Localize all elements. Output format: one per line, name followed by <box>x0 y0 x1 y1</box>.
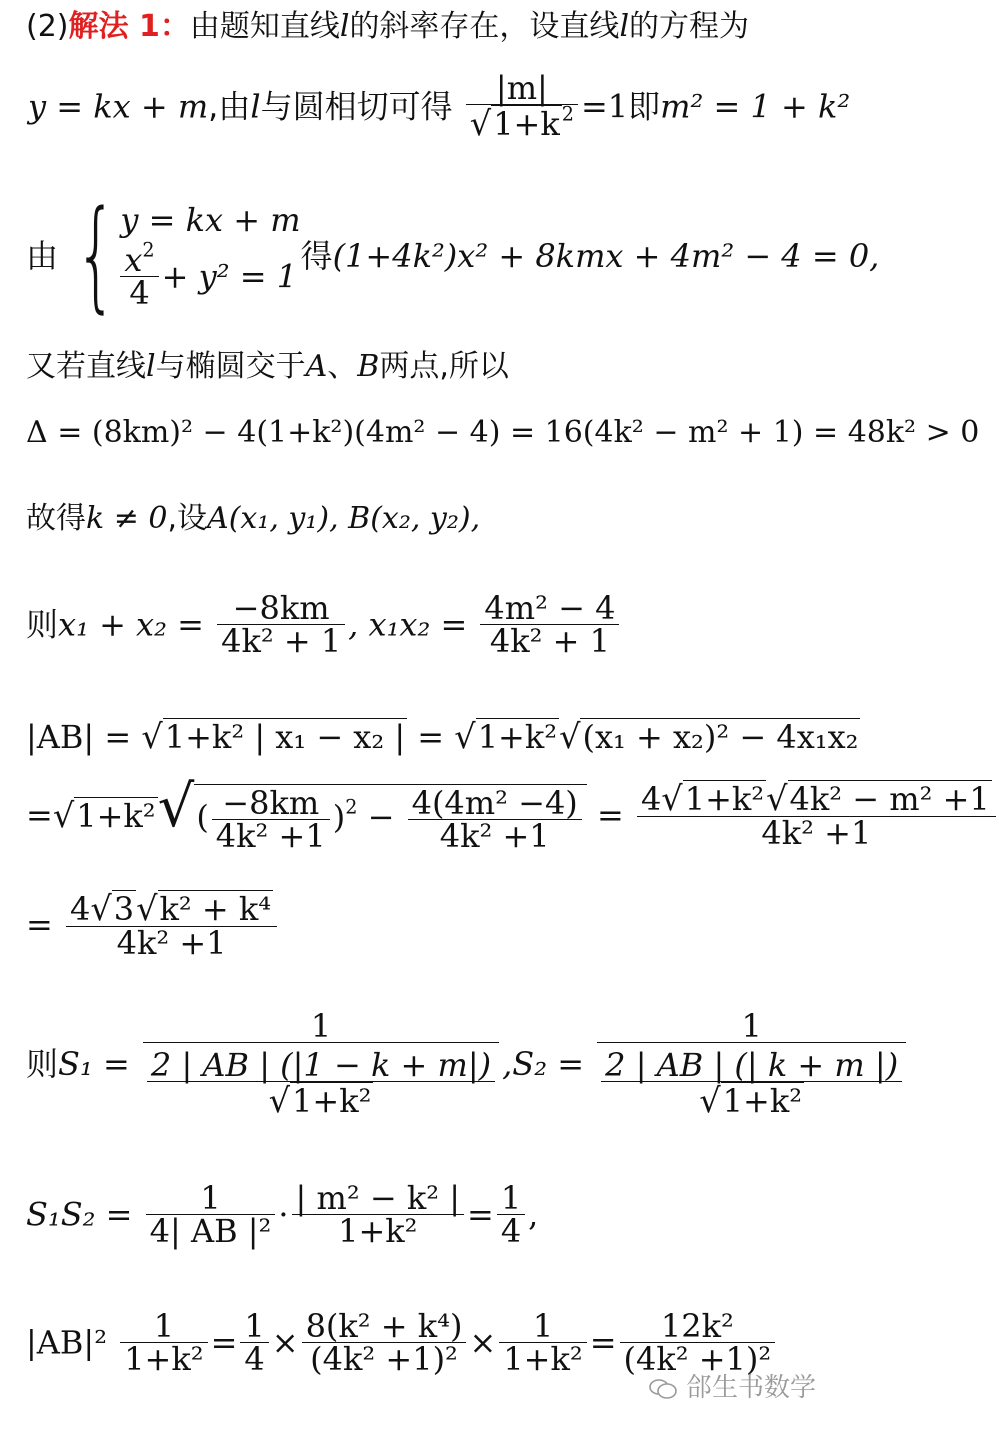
system-line <box>26 186 880 325</box>
numerator: 1 <box>532 1307 554 1345</box>
you: 由 <box>26 237 59 275</box>
ji: 即 <box>628 87 661 126</box>
denominator: 4| AB |² <box>146 1214 276 1247</box>
points-line <box>26 501 481 536</box>
text: 与圆相切可得 <box>260 87 453 126</box>
var-l: l <box>250 87 261 126</box>
denominator: (4k² +1)² <box>620 1342 776 1375</box>
ab-result-fraction: $\frac{\text{4√1+k²√4k² − m² +1}}{\text{4k² +1}}$ <box>637 780 996 849</box>
areas-line <box>26 1007 909 1120</box>
ab-final-fraction: $\frac{\text{4√3√k² + k⁴}}{\text{4k² +1}}$ <box>66 890 277 959</box>
s2-fraction: $\frac{1}{\frac{2 | AB | (| k + m |)}{\text{√1+k²}}}$ <box>597 1010 906 1118</box>
coef: 4 <box>69 890 91 928</box>
ze: 则 <box>26 605 59 644</box>
inner-numerator: 2 | AB | (| k + m |) <box>605 1046 899 1084</box>
text: 又若直线 <box>26 349 146 384</box>
chat-icon <box>648 1378 678 1400</box>
k-nonzero: k ≠ 0 <box>86 501 168 536</box>
fraction <box>499 1307 586 1378</box>
radicand: (x₁ + x₂)² − 4x₁x₂ <box>582 718 859 756</box>
numerator: −8km <box>232 589 330 627</box>
radicand: k² + k⁴ <box>159 890 272 928</box>
s2-lhs: ,S₂ = <box>502 1044 584 1083</box>
system-equations <box>120 200 301 312</box>
equals: = <box>417 718 445 756</box>
watermark <box>648 1375 816 1401</box>
equals: = <box>596 795 624 834</box>
equals: = <box>467 1195 494 1234</box>
radicand: 1+k² <box>477 718 558 756</box>
radicand: 1+k² | x₁ − x₂ | <box>164 718 406 756</box>
numerator: −8km <box>222 783 320 822</box>
denominator: 4k² +1 <box>66 926 277 959</box>
numerator: 1 <box>244 1307 265 1345</box>
fraction <box>120 1307 207 1378</box>
coef: 4 <box>640 780 662 819</box>
equals: = <box>210 1323 238 1362</box>
point-a: A <box>305 349 328 384</box>
equals: = <box>26 795 53 834</box>
system-eq2: $\frac{x^2}{4}$ + y² = 1 <box>120 244 300 309</box>
radicand: 1+k² <box>684 780 765 819</box>
minus: − <box>367 797 395 836</box>
ab-line-2 <box>26 773 999 855</box>
fraction <box>240 1307 268 1378</box>
text: ,设 <box>167 501 208 536</box>
system-eq2-tail: + y² = 1 <box>161 257 298 295</box>
denominator: 1+k² <box>499 1342 586 1375</box>
equals-one: =1 <box>580 87 629 126</box>
numerator: 1 <box>741 1007 762 1045</box>
root: √1+k² | x₁ − x₂ | <box>141 717 406 756</box>
intro-end: 的方程为 <box>629 9 750 44</box>
radicand: 4k² − m² +1 <box>789 780 990 819</box>
numerator: 4m² − 4 <box>484 589 616 627</box>
root-big: √( $\frac{-8km}{\text{4k² +1}}$ )$^2$ − $\frac{\text{4(4m² −4)}}{\text{4k² +1}}$ <box>158 778 587 852</box>
intro-text: 由题知直线 <box>189 9 340 44</box>
text: 、 <box>327 349 358 384</box>
comma: , <box>528 1195 539 1234</box>
s1-lhs: S₁ = <box>58 1044 130 1083</box>
line-equation: y = kx + m <box>28 87 209 126</box>
times: × <box>469 1323 497 1362</box>
intro-mid: 的斜率存在，设直线 <box>349 9 620 44</box>
radicand: 3 <box>113 890 135 928</box>
final-lhs: |AB|² <box>26 1323 108 1362</box>
root: √1+k² <box>52 795 156 835</box>
ab-lhs: |AB| = <box>26 718 132 756</box>
point-b: B <box>357 349 380 384</box>
system-eq1: y = kx + m <box>120 200 301 239</box>
denominator: 4 <box>240 1342 268 1375</box>
numerator: 1 <box>153 1307 175 1345</box>
tangent-condition: m² = 1 + k² <box>660 87 851 126</box>
denominator: 4k² +1 <box>637 816 996 849</box>
numerator: 4(4m² −4) <box>411 783 578 822</box>
ze: 则 <box>26 1044 59 1083</box>
dot: · <box>278 1195 289 1234</box>
numerator: 8(k² + k⁴) <box>305 1307 463 1345</box>
text: 两点,所以 <box>379 349 509 384</box>
text: ,由 <box>208 87 251 126</box>
fraction <box>146 1179 276 1250</box>
radicand: 1+k <box>493 105 560 143</box>
prod-fraction <box>480 589 619 660</box>
quadratic-result: (1+4k²)x² + 8kmx + 4m² − 4 = 0, <box>332 237 880 275</box>
fraction <box>497 1179 525 1250</box>
numerator: 1 <box>200 1179 221 1217</box>
de: 得 <box>300 237 333 275</box>
text: 与椭圆交于 <box>155 349 306 384</box>
vieta-line <box>26 589 622 660</box>
product-line <box>26 1179 539 1250</box>
text: 故得 <box>26 501 86 536</box>
denominator: 4k² +1 <box>408 819 582 852</box>
problem-number: (2) <box>26 9 69 44</box>
denominator: (4k² +1)² <box>302 1342 467 1375</box>
ab-line-3 <box>26 889 280 962</box>
denominator: 4k² +1 <box>212 819 330 852</box>
fraction <box>620 1307 776 1378</box>
radicand: 1+k² <box>292 1082 372 1120</box>
denominator: √1+k $^2$ <box>466 104 578 141</box>
sum-lhs: x₁ + x₂ = <box>58 605 204 644</box>
inner-numerator: 2 | AB | (|1 − k + m|) <box>150 1046 492 1084</box>
point-coords: A(x₁, y₁), B(x₂, y₂), <box>207 501 481 536</box>
system-brace: { <box>75 186 118 325</box>
denominator: 1+k² <box>120 1342 207 1375</box>
radicand: 1+k² <box>76 796 156 835</box>
prod-lhs: , x₁x₂ = <box>348 605 468 644</box>
equals: = <box>589 1323 617 1362</box>
product-lhs: S₁S₂ = <box>26 1195 133 1234</box>
radicand: 1+k² <box>722 1082 803 1120</box>
var-l: l <box>339 9 350 44</box>
root: √(x₁ + x₂)² − 4x₁x₂ <box>559 717 859 756</box>
denominator: 1+k² <box>292 1214 464 1247</box>
final-line <box>26 1307 778 1378</box>
sum-fraction <box>217 589 345 660</box>
times: × <box>271 1323 299 1362</box>
distance-fraction <box>466 69 578 143</box>
discriminant-line: Δ = (8km)² − 4(1+k²)(4m² − 4) = 16(4k² − m² + 1) = 48k² > 0 <box>26 415 980 450</box>
intro-line <box>26 9 750 44</box>
ab-line-1 <box>26 718 860 754</box>
method-label: 解法 1： <box>68 9 190 44</box>
s1-fraction: $\frac{1}{\frac{2 | AB | (|1 - k + m|)}{\text{√1+k²}}}$ <box>143 1010 499 1118</box>
denominator: 4k² + 1 <box>480 624 619 657</box>
equals: = <box>26 905 53 944</box>
fraction <box>292 1179 464 1250</box>
tangent-line <box>28 69 851 143</box>
denominator: 4 <box>497 1214 525 1247</box>
watermark-text: 郃生书数学 <box>686 1373 817 1403</box>
var-l: l <box>146 349 156 384</box>
numerator: 12k² <box>660 1307 734 1345</box>
intersect-line <box>26 349 509 384</box>
numerator: |m| <box>495 69 548 107</box>
root: √1+k² <box>454 717 558 756</box>
fraction <box>302 1307 467 1378</box>
numerator: | m² − k² | <box>295 1179 460 1217</box>
denominator: 4k² + 1 <box>217 624 345 657</box>
numerator: 1 <box>310 1007 332 1045</box>
var-l: l <box>619 9 630 44</box>
numerator: 1 <box>500 1179 522 1217</box>
